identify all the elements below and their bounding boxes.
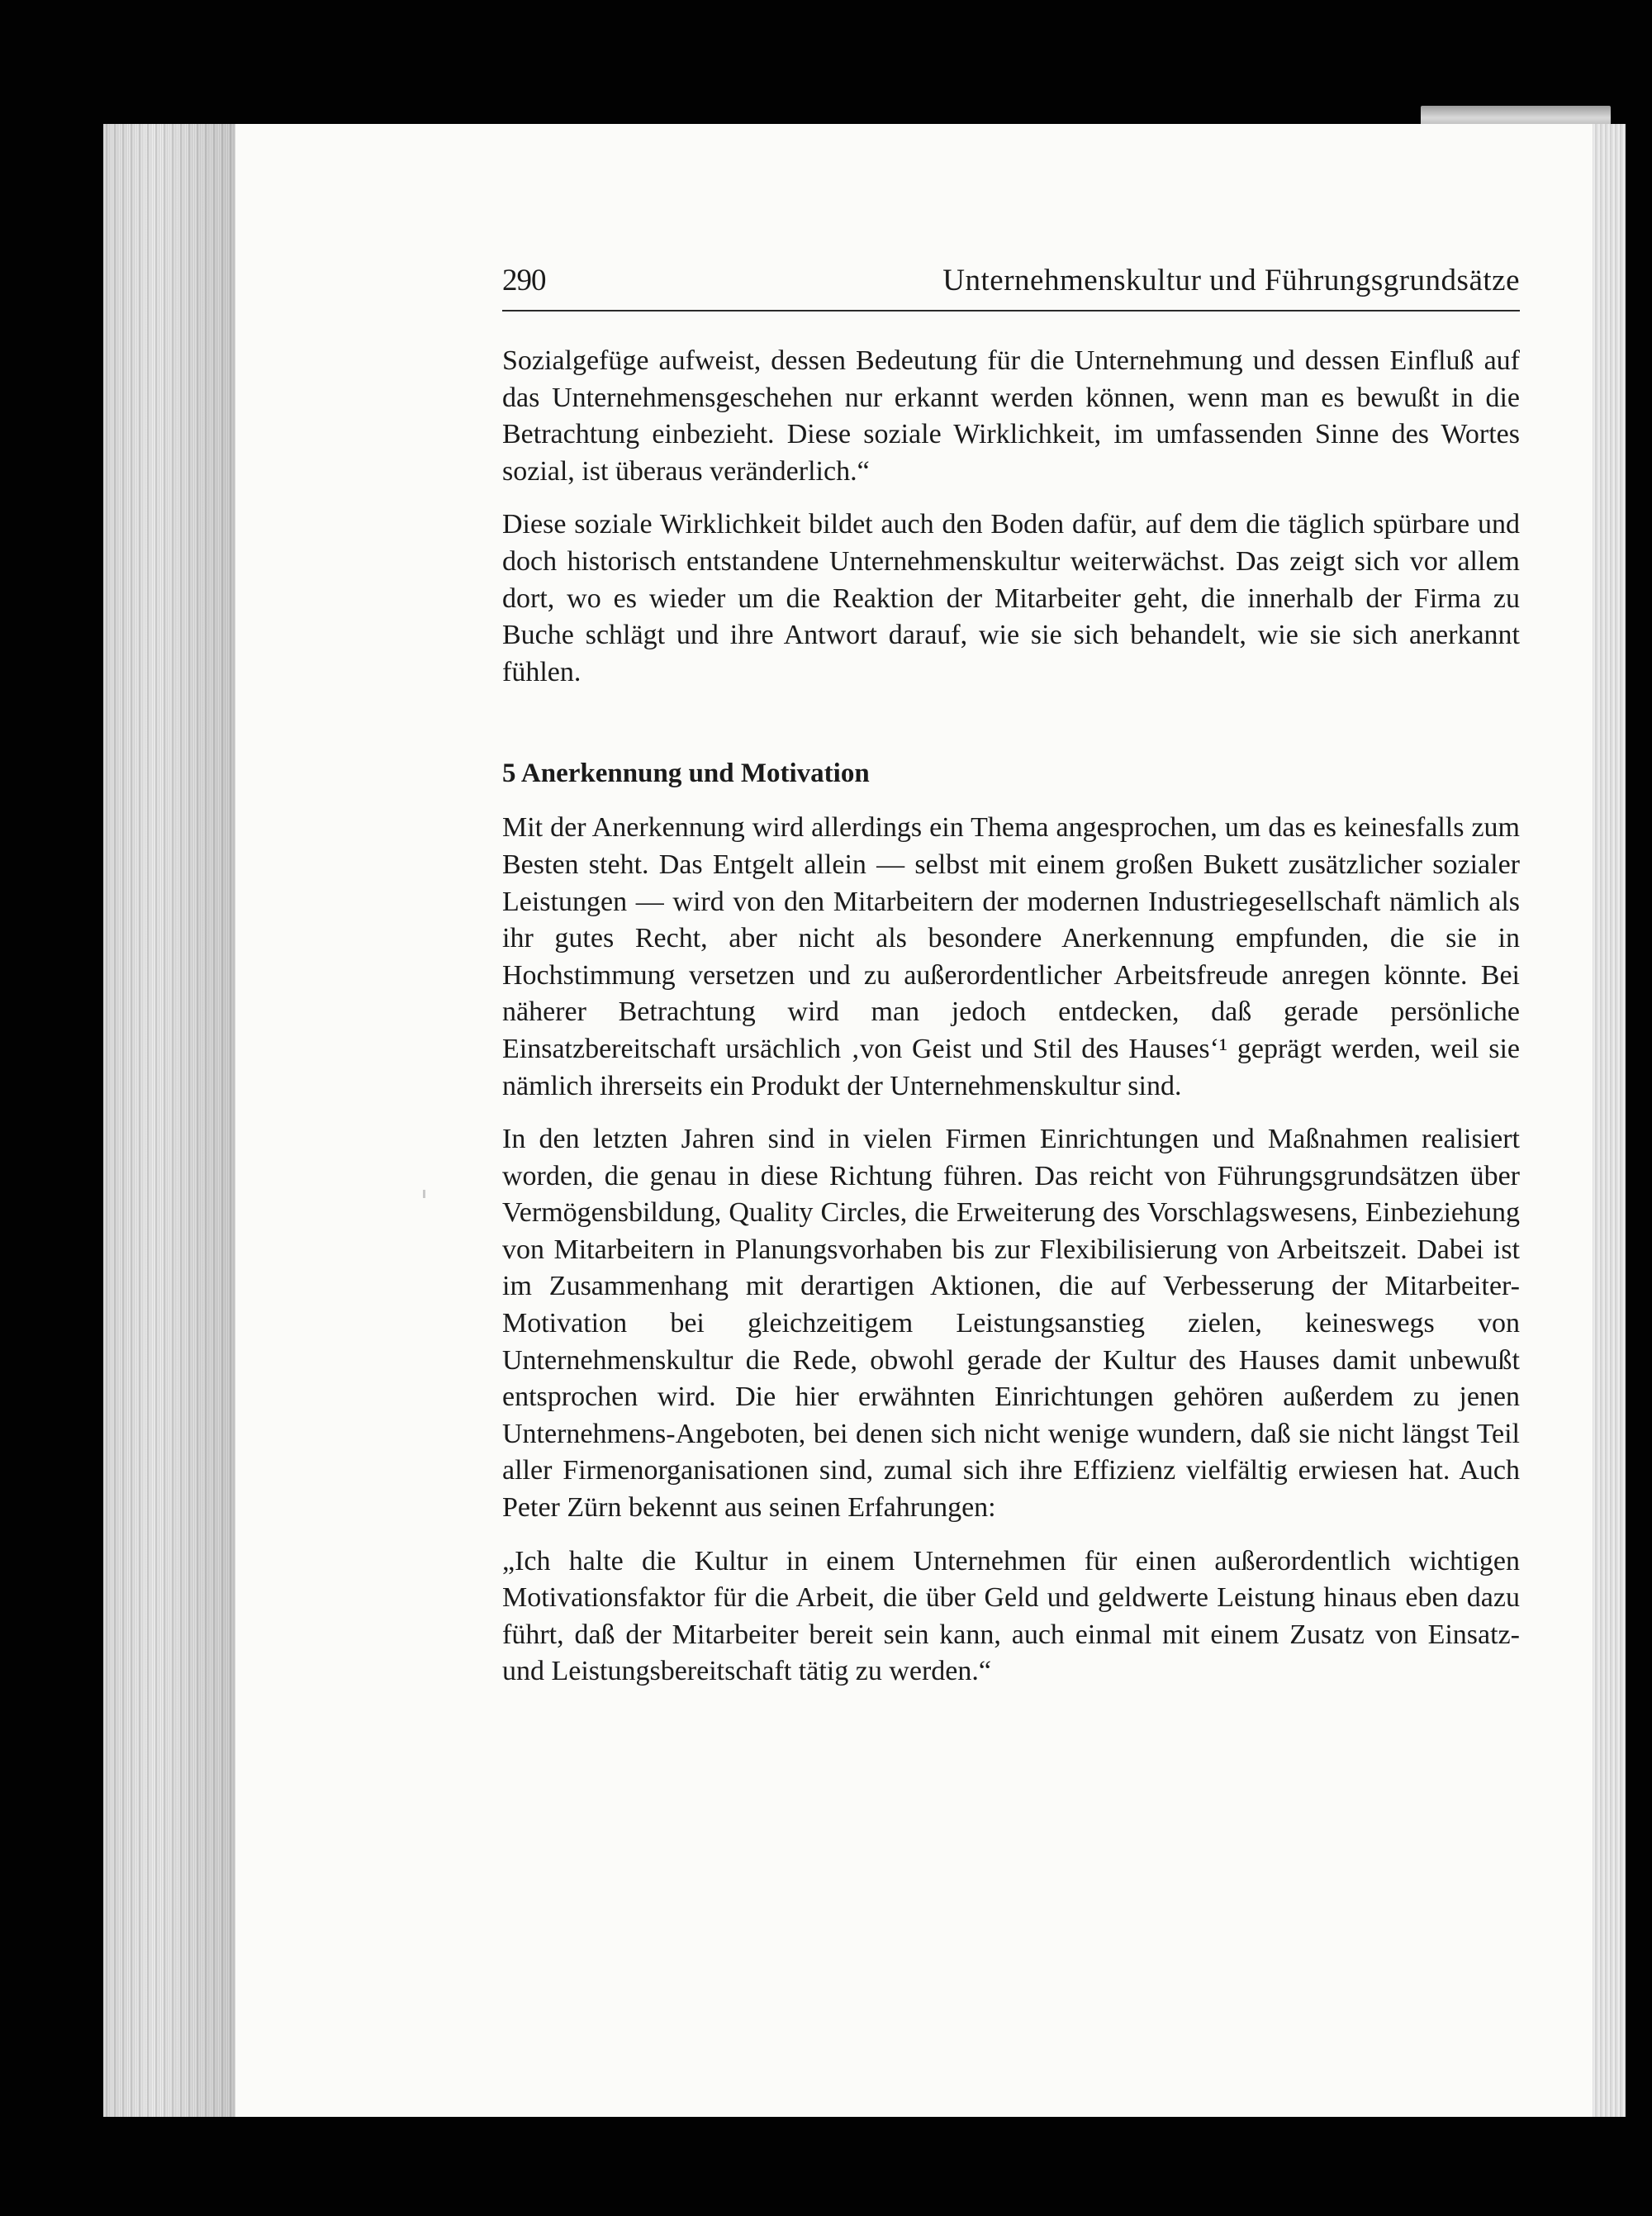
running-header: [502, 263, 1520, 311]
section-heading: 5 Anerkennung und Motivation: [502, 758, 870, 789]
running-title: Unternehmenskultur und Führungsgrundsätze: [942, 264, 1520, 297]
paragraph: In den letzten Jahren sind in vielen Firmen Einrichtungen und Maßnahmen realisiert worden, die genau in diese Richtung führen. Das reicht von Führungsgrundsätzen über Vermögensbildung, Quality Circles, die Erweiterung des Vorschlagswesens, Einbeziehung von Mitarbeitern in Planungsvorhaben bis zur Flexibilisierung von Arbeitszeit. Dabei ist im Zusammenhang mit derartigen Aktionen, die auf Verbesserung der Mitarbeiter-Motivation bei gleichzeitigem Leistungsanstieg zielen, keineswegs von Unternehmenskultur die Rede, obwohl gerade der Kultur des Hauses damit unbewußt entsprochen wird. Die hier erwähnten Einrichtungen gehören außerdem zu jenen Unternehmens-Angeboten, bei denen sich nicht wenige wundern, daß sie nicht längst Teil aller Firmenorganisationen sind, zumal sich ihre Effizienz vielfältig erwiesen hat. Auch Peter Zürn bekennt aus seinen Erfahrungen:: [502, 1124, 1520, 1524]
paragraph: Diese soziale Wirklichkeit bildet auch den Boden dafür, auf dem die täglich spürbare und doch historisch entstandene Unternehmenskultur weiterwächst. Das zeigt sich vor allem dort, wo es wieder um die Reaktion der Mitarbeiter geht, die innerhalb der Firma zu Buche schlägt und ihre Antwort darauf, wie sie sich behandelt, wie sie sich anerkannt fühlen.: [502, 509, 1520, 687]
page-number: 290: [502, 264, 546, 297]
paragraph: Sozialgefüge aufweist, dessen Bedeutung für die Unternehmung und dessen Einfluß auf das Unternehmensgeschehen nur erkannt werden können, wenn man es bewußt in die Betrachtung einbezieht. Diese soziale Wirklichkeit, im umfassenden Sinne des Wortes sozial, ist überaus veränderlich.“: [502, 345, 1520, 487]
page-edges-shading: [103, 124, 235, 2117]
quotation-paragraph: „Ich halte die Kultur in einem Unternehmen für einen außerordentlich wichtigen Motivationsfaktor für die Arbeit, die über Geld und geldwerte Leistung hinaus eben dazu führt, daß der Mitarbeiter bereit sein kann, auch einmal mit einem Zusatz von Einsatz- und Leistungsbereitschaft tätig zu werden.“: [502, 1545, 1520, 1687]
book-page-edges-right: [1593, 124, 1626, 2117]
book-top-edge: [1421, 106, 1611, 126]
paper-speck: [423, 1190, 425, 1198]
paragraph: Mit der Anerkennung wird allerdings ein Thema angesprochen, um das es keinesfalls zum Besten steht. Das Entgelt allein — selbst mit einem großen Bukett zusätzlicher sozialer Leistungen — wird von den Mitarbeitern der modernen Industriegesellschaft nämlich als ihr gutes Recht, aber nicht als besondere Anerkennung empfunden, die sie in Hochstimmung versetzen und zu außerordentlicher Arbeitsfreude anregen könnte. Bei näherer Betrachtung wird man jedoch entdecken, daß gerade persönliche Einsatzbereitschaft ursächlich ‚von Geist und Stil des Hauses‘¹ geprägt werden, weil sie nämlich ihrerseits ein Produkt der Unternehmenskultur sind.: [502, 812, 1520, 1101]
page-text-block: [502, 263, 1520, 1691]
